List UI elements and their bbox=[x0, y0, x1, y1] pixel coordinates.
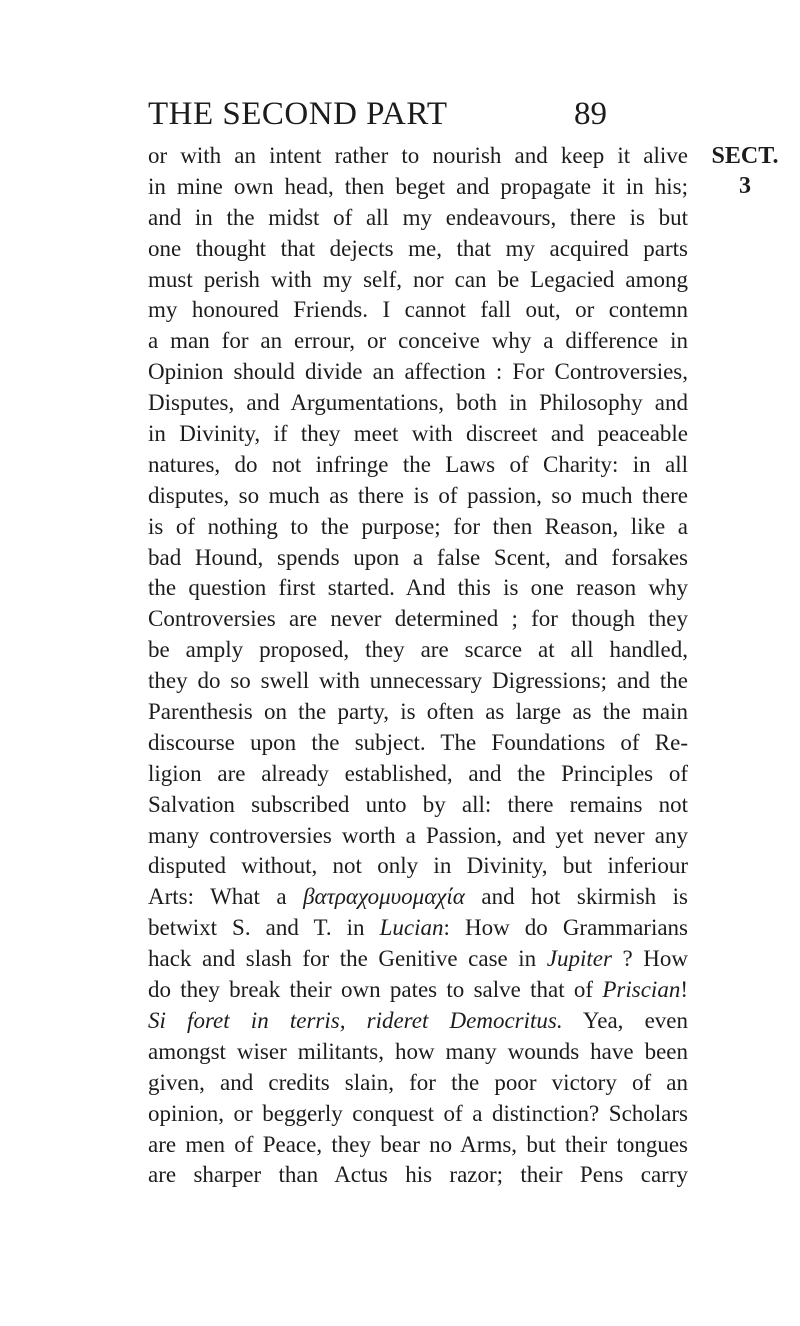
text-line bbox=[148, 975, 688, 1006]
italic-name: Priscian bbox=[602, 977, 681, 1003]
text-line bbox=[148, 913, 688, 944]
text-line bbox=[148, 1006, 688, 1037]
text-line: bad Hound, spends upon a false Scent, and forsakes bbox=[148, 544, 688, 570]
sect-number: 3 bbox=[739, 173, 751, 199]
text-run: Arts: What a bbox=[148, 884, 304, 910]
text-line: in Divinity, if they meet with discreet and peaceable bbox=[148, 421, 688, 447]
italic-name: Jupiter bbox=[546, 946, 612, 972]
text-line: opinion, or beggerly conquest of a distinction? Scholars bbox=[148, 1100, 688, 1126]
text-run: hack and slash for the Genitive case in bbox=[148, 946, 547, 972]
text-line: the question first started. And this is one reason why bbox=[148, 575, 688, 601]
text-line: my honoured Friends. I cannot fall out, or contemn bbox=[148, 297, 688, 323]
greek-word: βατραχομυομαχία bbox=[303, 884, 465, 910]
text-run: : How do Grammarians bbox=[443, 915, 688, 941]
margin-section-note bbox=[693, 141, 797, 201]
italic-name: Lucian bbox=[379, 915, 444, 941]
text-line: disputed without, not only in Divinity, but inferiour bbox=[148, 853, 688, 879]
text-line: is of nothing to the purpose; for then Reason, like a bbox=[148, 513, 688, 539]
text-line: and in the midst of all my endeavours, there is but bbox=[148, 204, 688, 230]
text-run: betwixt S. and T. in bbox=[148, 915, 380, 941]
text-run: do they break their own pates to salve that of bbox=[148, 977, 603, 1003]
text-run: Yea, even bbox=[562, 1007, 688, 1033]
body-text bbox=[148, 141, 688, 1191]
page-number: 89 bbox=[574, 96, 607, 132]
text-line: a man for an errour, or conceive why a difference in bbox=[148, 328, 688, 354]
text-line: discourse upon the subject. The Foundations of Re- bbox=[148, 729, 688, 755]
text-line: Disputes, and Argumentations, both in Philosophy and bbox=[148, 390, 688, 416]
italic-quote: Si foret in terris, rideret Democritus. bbox=[148, 1007, 563, 1033]
text-line: natures, do not infringe the Laws of Charity: in all bbox=[148, 451, 688, 477]
text-line: are sharper than Actus his razor; their Pens carry bbox=[148, 1162, 688, 1188]
text-line: in mine own head, then beget and propagate it in his; bbox=[148, 173, 688, 199]
text-line: ligion are already established, and the Principles of bbox=[148, 760, 688, 786]
text-line: disputes, so much as there is of passion, so much there bbox=[148, 482, 688, 508]
text-line: amongst wiser militants, how many wounds have been bbox=[148, 1038, 688, 1064]
text-line: many controversies worth a Passion, and yet never any bbox=[148, 822, 688, 848]
text-run: ! bbox=[680, 977, 688, 1003]
text-line: Salvation subscribed unto by all: there remains not bbox=[148, 791, 688, 817]
text-line: Opinion should divide an affection : For Controversies, bbox=[148, 359, 688, 385]
text-line bbox=[148, 882, 688, 913]
text-line: be amply proposed, they are scarce at all handled, bbox=[148, 637, 688, 663]
text-line: one thought that dejects me, that my acquired parts bbox=[148, 235, 688, 261]
text-line bbox=[148, 944, 688, 975]
text-line: must perish with my self, nor can be Legacied among bbox=[148, 266, 688, 292]
sect-label: SECT. bbox=[711, 143, 779, 169]
text-line: or with an intent rather to nourish and keep it alive bbox=[148, 143, 688, 168]
running-head bbox=[0, 94, 800, 134]
text-line: they do so swell with unnecessary Digressions; and the bbox=[148, 668, 688, 694]
running-title: THE SECOND PART bbox=[148, 96, 448, 132]
text-run: and hot skirmish is bbox=[464, 884, 688, 910]
text-run: ? How bbox=[611, 946, 688, 972]
text-line: Parenthesis on the party, is often as large as the main bbox=[148, 699, 688, 725]
text-line: are men of Peace, they bear no Arms, but their tongues bbox=[148, 1131, 688, 1157]
text-line: given, and credits slain, for the poor victory of an bbox=[148, 1069, 688, 1095]
text-line: Controversies are never determined ; for though they bbox=[148, 606, 688, 632]
